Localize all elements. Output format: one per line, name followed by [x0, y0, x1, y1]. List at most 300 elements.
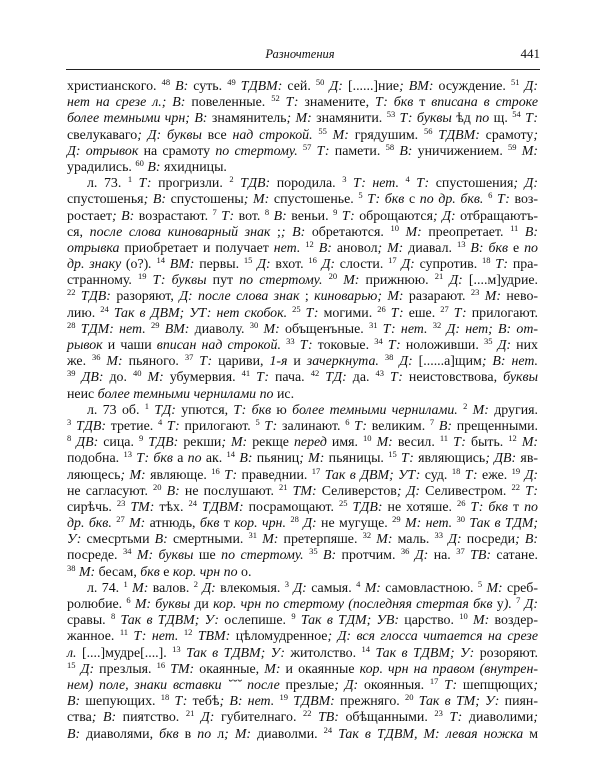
text-line [67, 303, 538, 322]
italic-note: по [187, 451, 202, 467]
footnote-number: 9 [333, 206, 338, 217]
reading-text: ак. [201, 451, 227, 467]
reading-text: смесртьми [81, 532, 155, 548]
italic-note: по стертому. [239, 273, 323, 289]
reading-text: да. [346, 370, 376, 386]
italic-note: ; В: [143, 192, 166, 208]
footnote-number: 4 [405, 174, 410, 185]
footnote-number: 23 [470, 287, 480, 298]
reading-text: Селиверстов [316, 483, 397, 499]
italic-note: ТДВМ: [196, 499, 244, 515]
reading-text: у [492, 597, 504, 612]
italic-note: Д: [396, 257, 415, 273]
italic-note: ; ДВ: [485, 451, 517, 467]
italic-note: кор. чрн по [172, 564, 238, 580]
footnote-number: 50 [315, 77, 325, 87]
italic-note: Так в ТМ; У: [413, 694, 500, 710]
footnote-number: 22 [303, 708, 312, 719]
text-line [67, 629, 538, 645]
text-line [67, 319, 539, 338]
italic-note: Д: [252, 257, 271, 273]
reading-text: еже. [477, 467, 512, 483]
reading-text: л. 73 об. [87, 402, 145, 418]
reading-text: маль. [392, 532, 435, 548]
italic-note: Так в ДВМ; УТ: [320, 467, 421, 483]
italic-note: М: [100, 354, 123, 370]
footnote-number: 8 [264, 206, 270, 217]
italic-note: по др. бкв. [419, 192, 484, 208]
footnote-number: 29 [392, 514, 401, 525]
footnote-number: 18 [481, 255, 491, 266]
footnote-number: 15 [388, 449, 397, 460]
footnote-number: 33 [434, 530, 443, 541]
footnote-number: 9 [291, 611, 296, 622]
footnote-number: 10 [363, 433, 372, 444]
reading-text: [....]мудре[....]. [76, 645, 173, 661]
footnote-number: 60 [135, 157, 144, 168]
footnote-number: 14 [156, 255, 165, 266]
reading-text: знамянитель [207, 111, 287, 127]
reading-text: сравы. [67, 613, 111, 629]
reading-text: а [172, 451, 188, 467]
reading-text: атнюдь, [145, 516, 200, 532]
italic-note: ; [533, 710, 538, 726]
italic-note: ; В: нет. [481, 354, 538, 370]
reading-text: знамените, [298, 95, 375, 111]
italic-note: Т: [349, 418, 368, 434]
reading-text: л [211, 726, 225, 742]
text-line [67, 192, 538, 208]
footnote-number: 30 [249, 319, 259, 330]
italic-note: перед [293, 435, 327, 451]
text-line [67, 465, 539, 484]
footnote-number: 35 [483, 336, 493, 346]
footnote-number: 1 [144, 400, 150, 411]
reading-text: пача. [268, 370, 311, 386]
footnote-number: 7 [516, 595, 521, 605]
footnote-number: 9 [138, 433, 144, 444]
italic-note: ТД: [319, 370, 347, 386]
reading-text: на. [428, 548, 457, 564]
italic-note: ТДВМ: [287, 694, 335, 710]
reading-text: спустошенья [67, 192, 144, 208]
italic-note: Д: нет; В: от- [441, 321, 539, 337]
footnote-number: 6 [345, 416, 350, 427]
text-line [67, 370, 538, 386]
reading-text: сатане. [490, 548, 538, 564]
reading-text: спустошения [429, 176, 514, 192]
italic-note: ; Д: вся глосса читается на срезе [327, 629, 539, 645]
italic-note: бкв [199, 516, 220, 532]
italic-note: ВМ: [165, 257, 195, 273]
italic-note: Т: [216, 208, 235, 224]
reading-text: могими. [318, 305, 378, 321]
footnote-number: 54 [512, 109, 521, 120]
italic-note: Т: нет. [377, 321, 428, 337]
footnote-number: 7 [429, 416, 435, 427]
reading-text: шепующих. [80, 694, 161, 710]
footnote-number: 21 [279, 481, 288, 492]
italic-note: Т: бкв [131, 451, 173, 467]
reading-text: прилогают. [179, 418, 256, 434]
footnote-number: 38 [67, 562, 76, 573]
reading-text: [....м]удрие. [462, 273, 539, 289]
reading-text: великим. [367, 418, 430, 434]
text-line [67, 578, 539, 597]
italic-note: др. бкв. [67, 516, 112, 532]
text-line [67, 562, 538, 581]
footnote-number: 58 [385, 141, 395, 152]
footnote-number: 48 [161, 77, 171, 87]
text-line [67, 497, 538, 516]
italic-note: Т: [311, 143, 330, 159]
italic-note: более темными чрн; В: [67, 111, 208, 127]
italic-note: Так в ТДМ; [465, 516, 538, 532]
italic-note: Т: [409, 176, 430, 192]
text-line [67, 435, 538, 451]
italic-note: Т: буквы [146, 273, 207, 289]
italic-note: ; М: [224, 726, 252, 742]
footnote-number: 12 [508, 433, 517, 444]
footnote-number: 4 [157, 416, 163, 427]
text-line [67, 338, 538, 354]
italic-note: ТД: [149, 402, 176, 418]
italic-note: по стертому. [215, 143, 298, 159]
footnote-number: 5 [255, 416, 260, 427]
italic-note: . [148, 257, 152, 273]
reading-text: пра- [508, 257, 538, 273]
italic-note: ; ВМ: [399, 79, 434, 94]
reading-text: повеленные. [185, 95, 272, 111]
reading-text: урадились. [67, 159, 136, 175]
reading-text: преопретает. [421, 224, 511, 240]
text-line [67, 176, 538, 192]
reading-text: тебѣ [187, 694, 220, 710]
reading-text: ростает [67, 208, 113, 224]
italic-note: ТВМ: [192, 629, 231, 645]
italic-note: зачеркнута. [306, 354, 379, 370]
reading-text: губителнаго. [214, 710, 304, 726]
variant-readings-text [67, 79, 538, 743]
italic-note: В: бкв [465, 240, 509, 256]
reading-text: валов. [148, 580, 194, 596]
reading-text: диаволу. [189, 321, 250, 337]
reading-text: ановол [331, 240, 378, 256]
italic-note: Т: нет. [128, 629, 179, 645]
paragraph [67, 578, 539, 743]
running-header-title: Разночтения [265, 47, 335, 61]
italic-note: М: [258, 321, 280, 337]
text-line [67, 481, 538, 500]
italic-note: ТДВМ: [432, 127, 480, 143]
italic-note: В: [269, 208, 287, 224]
footnote-number: 25 [338, 497, 348, 508]
reading-text: с [404, 192, 420, 208]
paragraph [67, 79, 538, 176]
footnote-number: 22 [67, 287, 76, 298]
italic-note: ; В: нет. [219, 694, 275, 710]
reading-text: спустошены [165, 192, 244, 208]
italic-note: ; М: [243, 192, 270, 208]
italic-note: М: [482, 580, 503, 596]
footnote-number: 17 [311, 465, 321, 476]
italic-note: М: [337, 273, 360, 289]
italic-note: М: [326, 127, 349, 143]
italic-note: бкв [159, 726, 179, 742]
reading-text: странному. [67, 273, 139, 289]
italic-note: М: [398, 224, 422, 240]
reading-text: окаянные, [194, 661, 265, 677]
reading-text: окоянныя. [358, 677, 430, 693]
italic-note: по [524, 499, 538, 515]
footnote-number: 23 [434, 708, 443, 719]
reading-text: отбращаютъ- [455, 208, 539, 224]
reading-text: грядушим. [348, 127, 424, 143]
reading-text: шепщющих [457, 677, 534, 693]
paragraph [67, 176, 538, 403]
footnote-number: 13 [172, 643, 181, 654]
footnote-number: 15 [67, 659, 76, 670]
reading-text: разарают. [403, 289, 471, 305]
italic-note: М: [257, 532, 279, 548]
footnote-number: 17 [388, 255, 397, 266]
reading-text: пут [206, 273, 240, 289]
italic-note: Т: бкв [233, 402, 272, 418]
reading-text: л. 73. [87, 176, 128, 192]
reading-text: среб- [502, 580, 539, 596]
reading-text: житолство. [284, 645, 362, 661]
footnote-number: 1 [127, 174, 133, 185]
footnote-number: 28 [67, 319, 76, 330]
reading-text: еше. [403, 305, 441, 321]
reading-text: веньи. [286, 208, 334, 224]
italic-note: Д: [409, 548, 429, 564]
reading-text: посреди [461, 532, 516, 548]
reading-text: подобна. [67, 451, 124, 467]
reading-text: супротив. [414, 257, 482, 273]
reading-text: в [178, 726, 198, 742]
italic-note: ; [533, 677, 539, 693]
italic-note: Д: [520, 597, 538, 612]
footnote-number: 42 [310, 368, 320, 379]
footnote-number: 51 [510, 77, 520, 87]
reading-text: Селивестром. [420, 483, 512, 499]
reading-text: осуждение. [433, 79, 511, 94]
reading-text: яв- [516, 451, 539, 467]
reading-text: вот. [234, 208, 265, 224]
italic-note: Т: [438, 677, 458, 693]
footnote-number: 30 [456, 514, 466, 525]
reading-text: приобретает и получает [119, 240, 274, 256]
italic-note: Д: [519, 79, 538, 94]
reading-text: не мугуще. [316, 516, 393, 532]
reading-text: диаволми. [251, 726, 324, 742]
italic-note: ; В: [515, 532, 539, 548]
footnote-number: 21 [434, 271, 444, 282]
reading-text: первы. [194, 257, 244, 273]
italic-note: Т: [250, 370, 269, 386]
italic-note: В: [161, 483, 180, 499]
italic-note: У: [67, 532, 82, 548]
italic-note: ; Д: [334, 677, 359, 693]
text-line [67, 95, 538, 111]
italic-note: Т: бкв [374, 95, 414, 111]
footnote-number: 16 [211, 465, 220, 476]
footnote-number: 34 [122, 546, 132, 557]
italic-note: В: [518, 224, 538, 240]
italic-note: более темными чернилами по [97, 386, 274, 402]
text-line [67, 675, 539, 694]
footnote-number: 55 [318, 125, 327, 136]
reading-text: рекще [247, 435, 294, 451]
reading-text: третие. [106, 418, 158, 434]
italic-note: вписана в строке [431, 95, 538, 111]
reading-text: обѣщанными. [338, 710, 435, 726]
reading-text: не сагласуют. [67, 483, 154, 499]
italic-note: М: [124, 516, 146, 532]
footnote-number: 6 [488, 190, 493, 201]
text-line [67, 273, 538, 289]
reading-text: нево- [500, 289, 539, 305]
footnote-number: 20 [405, 692, 414, 703]
footnote-number: 6 [126, 595, 131, 605]
footnote-number: 26 [377, 303, 386, 314]
reading-text: быть. [465, 435, 509, 451]
reading-text: розоряют. [474, 645, 538, 661]
italic-note: ТМ: [287, 483, 317, 499]
reading-text: разоряют, [110, 289, 180, 305]
footnote-number: 8 [110, 611, 116, 622]
reading-text: влекомыя. [215, 580, 285, 596]
italic-note: Т: [448, 435, 466, 451]
footnote-number: 23 [116, 497, 126, 508]
reading-text: не послушают. [179, 483, 280, 499]
italic-note: вписан над строкой. [156, 338, 281, 353]
reading-text: спустошенье. [269, 192, 359, 208]
footnote-number: 12 [183, 627, 193, 638]
reading-text: о. [237, 564, 252, 580]
italic-note: В: [170, 79, 189, 94]
italic-note: ТДВМ: [235, 79, 283, 94]
text-line [67, 643, 538, 662]
italic-note: Д: [75, 661, 95, 677]
reading-text: тѣх. [154, 499, 189, 515]
reading-text: ослепише. [218, 613, 292, 629]
footnote-number: 33 [286, 336, 295, 346]
italic-note: л. [67, 645, 77, 661]
italic-note: Т: [193, 354, 213, 370]
italic-note: ; М: [221, 435, 248, 451]
footnote-number: 40 [133, 368, 142, 379]
italic-note: Т: [300, 305, 319, 321]
text-line [67, 416, 539, 435]
reading-text: царство. [399, 613, 460, 629]
italic-note: нет на срезе л.; В: [67, 95, 186, 111]
text-line [67, 451, 538, 467]
reading-text: уничижением. [412, 143, 509, 159]
reading-text: л. 74. [87, 580, 124, 596]
reading-text: посрамощают. [243, 499, 339, 515]
reading-text: м [523, 726, 539, 742]
footnote-number: 19 [138, 271, 147, 282]
italic-note: Д: после слова знак [179, 289, 300, 305]
footnote-number: 36 [92, 352, 101, 363]
reading-text: и [287, 354, 307, 370]
reading-text: претерпяше. [278, 532, 363, 548]
footnote-number: 11 [439, 433, 449, 444]
reading-text: слости. [335, 257, 389, 273]
footnote-number: 27 [440, 303, 449, 314]
page-number: 441 [520, 46, 540, 61]
reading-text: прежняго. [334, 694, 406, 710]
italic-note: Так в ТДВМ, М: левая ножка [332, 726, 524, 742]
italic-note: ТВ: [464, 548, 491, 564]
text-line [67, 111, 538, 127]
italic-note: Т: [169, 694, 188, 710]
reading-text: (о?) [121, 257, 149, 273]
reading-text: ис. [273, 386, 295, 402]
footnote-number: 25 [292, 303, 301, 314]
footnote-number: 56 [423, 125, 433, 136]
header-rule [66, 69, 540, 70]
italic-note: Т: [442, 710, 463, 726]
reading-text: залинают. [277, 418, 346, 434]
italic-note: В: [235, 451, 253, 467]
reading-text: воз- [509, 192, 538, 208]
footnote-number: 20 [153, 481, 162, 492]
text-line [67, 532, 538, 548]
footnote-number: 19 [511, 465, 521, 476]
italic-note: Д: [443, 532, 462, 548]
footnote-number: 4 [356, 578, 361, 589]
italic-note: ; [533, 127, 538, 143]
italic-note: Т: [259, 418, 278, 434]
reading-text: христианского. [67, 79, 162, 94]
italic-note: нем) поле, знаки вставки ˘˘˘ после [67, 677, 280, 693]
reading-text: презлые [279, 677, 335, 693]
italic-note: ДВ: [75, 370, 104, 386]
italic-note: Так в ДВМ; УТ: нет скобок. [108, 305, 288, 321]
reading-text: презлыя. [94, 661, 157, 677]
reading-text: знамянити. [311, 111, 387, 127]
reading-text: прогризли. [151, 176, 230, 192]
reading-text: яхидницы. [160, 159, 227, 175]
footnote-number: 22 [511, 481, 521, 492]
footnote-number: 11 [119, 627, 129, 638]
reading-text: неистовствова, [402, 370, 504, 386]
reading-text: [......а]щим [412, 354, 482, 370]
italic-note: Т: нет. [346, 176, 399, 192]
italic-note: В: [67, 694, 81, 710]
italic-note: М: [371, 435, 393, 451]
italic-note: ТМ: [165, 661, 195, 677]
footnote-number: 49 [227, 77, 236, 87]
footnote-number: 32 [362, 530, 372, 541]
italic-note: М: [516, 435, 539, 451]
reading-text: смертными. [167, 532, 249, 548]
italic-note: Д: [443, 273, 463, 289]
italic-note: по [524, 240, 538, 256]
italic-note: ; В: [112, 208, 135, 224]
reading-text: обретаются. [305, 224, 391, 240]
reading-text: на срамоту [138, 143, 216, 159]
footnote-number: 19 [279, 692, 288, 703]
italic-note: ТДВ: [233, 176, 271, 192]
reading-text: диаволями, [80, 726, 160, 742]
italic-note: ТДВ: [347, 499, 383, 515]
italic-note: ; В: [280, 224, 306, 240]
italic-note: ТДВ: [75, 289, 111, 305]
